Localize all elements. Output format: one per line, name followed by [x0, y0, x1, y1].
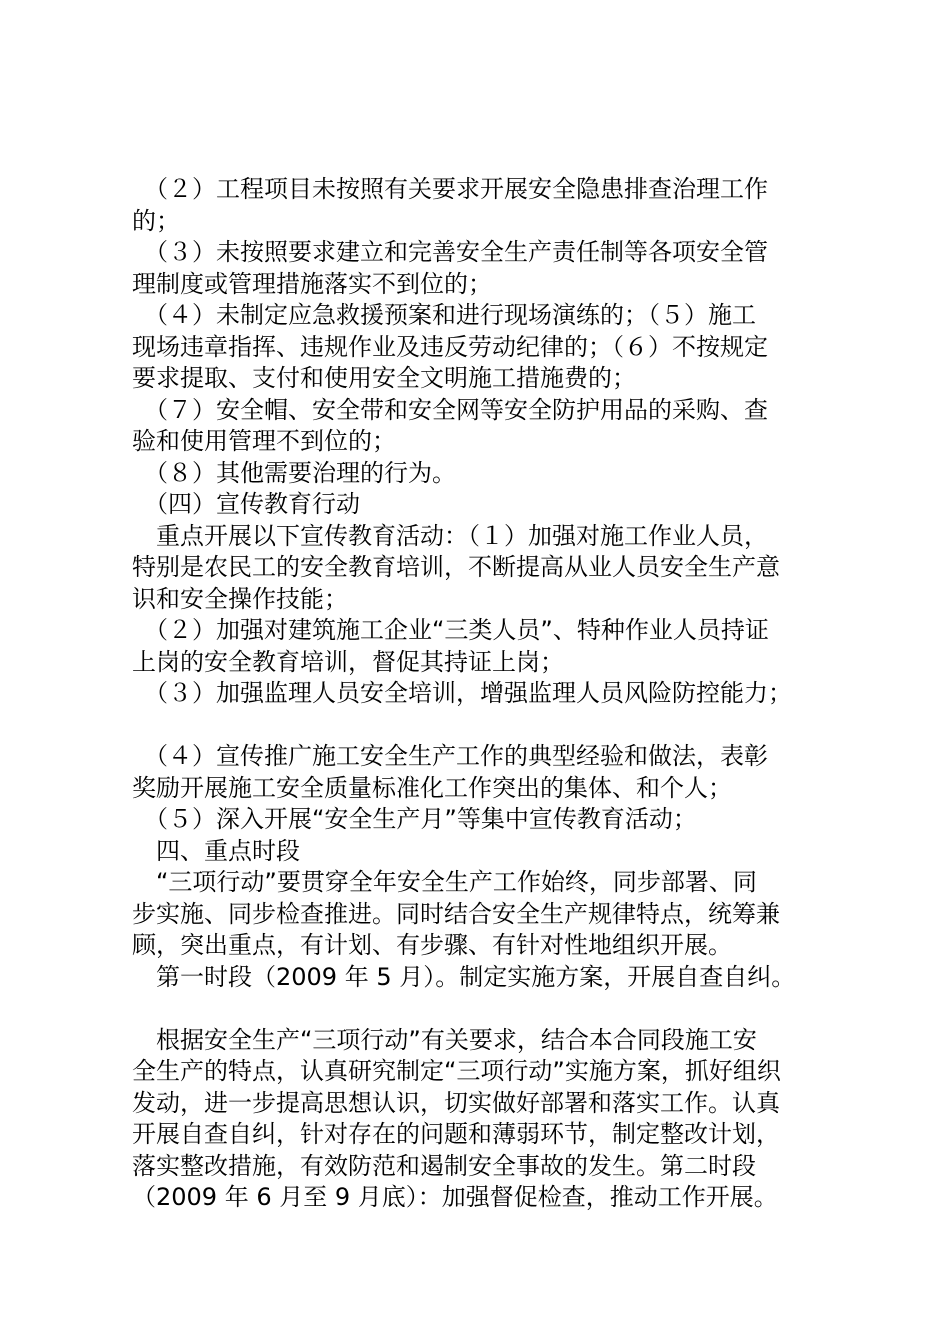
text-line: （８）其他需要治理的行为。	[132, 458, 456, 487]
text-line: 根据安全生产“三项行动”有关要求，结合本合同段施工安	[132, 1025, 757, 1054]
blank-line	[132, 993, 852, 1025]
text-line: （２）加强对建筑施工企业“三类人员”、特种作业人员持证	[132, 616, 769, 644]
text-line: 上岗的安全教育培训，督促其持证上岗；	[132, 647, 564, 676]
text-line: 发动，进一步提高思想认识，切实做好部署和落实工作。认真	[132, 1088, 780, 1117]
text-line: 步实施、同步检查推进。同时结合安全生产规律特点，统筹兼	[132, 899, 780, 928]
text-line: 落实整改措施，有效防范和遏制安全事故的发生。第二时段	[132, 1151, 756, 1180]
text-line: 开展自查自纠，针对存在的问题和薄弱环节，制定整改计划，	[132, 1120, 780, 1148]
text-line: 理制度或管理措施落实不到位的；	[132, 269, 492, 298]
text-line: （2009 年 6 月至 9 月底）：加强督促检查，推动工作开展。	[132, 1183, 778, 1211]
text-line: （５）深入开展“安全生产月”等集中宣传教育活动；	[132, 805, 697, 833]
text-line: （３）加强监理人员安全培训，增强监理人员风险防控能力；	[132, 679, 792, 707]
text-line: 全生产的特点，认真研究制定“三项行动”实施方案，抓好组织	[132, 1057, 781, 1085]
blank-line	[132, 710, 852, 742]
text-line: “三项行动”要贯穿全年安全生产工作始终，同步部署、同	[132, 868, 757, 896]
text-line: 识和安全操作技能；	[132, 584, 348, 613]
section-heading: （四）宣传教育行动	[132, 490, 360, 518]
text-line: （７）安全帽、安全带和安全网等安全防护用品的采购、查	[132, 395, 768, 424]
text-line: 验和使用管理不到位的；	[132, 427, 396, 455]
text-line: 奖励开展施工安全质量标准化工作突出的集体、和个人；	[132, 773, 732, 802]
text-line: （２）工程项目未按照有关要求开展安全隐患排查治理工作	[132, 175, 768, 203]
text-line: 第一时段（2009 年 5 月）。制定实施方案，开展自查自纠。	[132, 962, 796, 991]
text-line: 的；	[132, 206, 180, 235]
text-line: （３）未按照要求建立和完善安全生产责任制等各项安全管	[132, 238, 768, 266]
text-line: 重点开展以下宣传教育活动：（１）加强对施工作业人员，	[132, 521, 768, 550]
document-body	[132, 174, 852, 1214]
text-line: （４）未制定应急救援预案和进行现场演练的；（５）施工	[132, 301, 756, 329]
text-line: 现场违章指挥、违规作业及违反劳动纪律的；（６）不按规定	[132, 332, 768, 361]
section-heading: 四、重点时段	[132, 836, 300, 865]
text-line: 要求提取、支付和使用安全文明施工措施费的；	[132, 364, 636, 392]
text-line: 顾，突出重点，有计划、有步骤、有针对性地组织开展。	[132, 931, 732, 959]
text-line: （４）宣传推广施工安全生产工作的典型经验和做法，表彰	[132, 742, 768, 770]
text-line: 特别是农民工的安全教育培训，不断提高从业人员安全生产意	[132, 553, 780, 581]
